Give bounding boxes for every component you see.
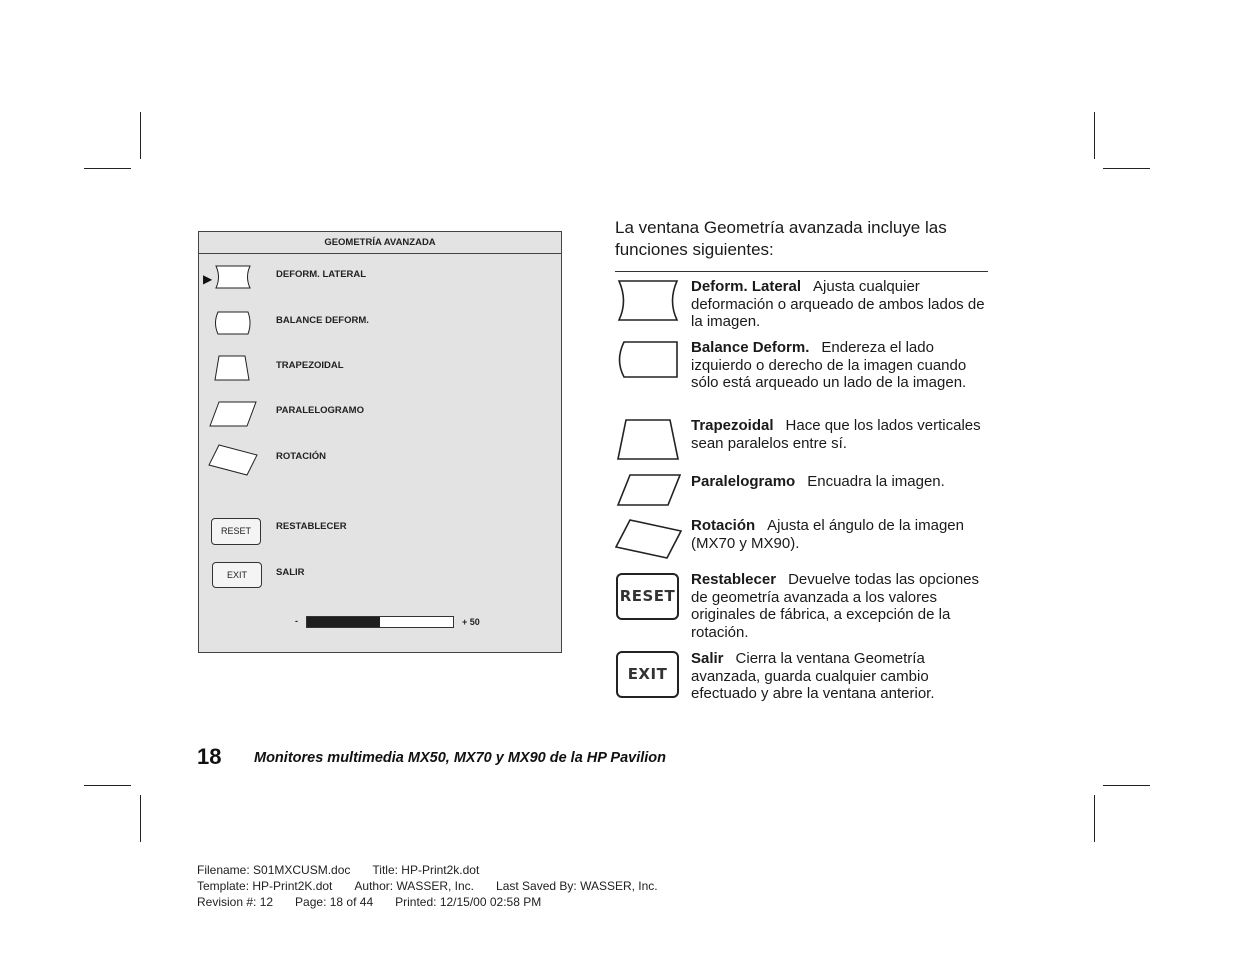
crop-mark: [140, 795, 141, 842]
trapezoid-icon[interactable]: [212, 354, 252, 382]
selection-pointer-icon: ▶: [203, 272, 213, 286]
function-description: [691, 278, 986, 331]
osd-item-label[interactable]: BALANCE DEFORM.: [276, 315, 369, 326]
function-description: [691, 473, 986, 491]
function-term: Paralelogramo: [691, 473, 796, 490]
running-title: Monitores multimedia MX50, MX70 y MX90 de la HP Pavilion: [254, 750, 667, 766]
footer-filename: Filename: S01MXCUSM.doc: [197, 863, 351, 877]
function-description: [691, 339, 986, 392]
osd-item-label[interactable]: ROTACIÓN: [276, 451, 326, 462]
osd-reset-label[interactable]: RESTABLECER: [276, 521, 347, 532]
osd-exit-label[interactable]: SALIR: [276, 567, 305, 578]
footer-template: Template: HP-Print2K.dot: [197, 879, 333, 893]
crop-mark: [1094, 795, 1095, 842]
rotation-icon: [614, 518, 684, 560]
footer-line: [197, 879, 680, 893]
osd-title: GEOMETRÍA AVANZADA: [199, 232, 561, 254]
osd-exit-button[interactable]: EXIT: [212, 562, 262, 588]
function-term: Balance Deform.: [691, 339, 810, 356]
osd-item-label[interactable]: PARALELOGRAMO: [276, 405, 364, 416]
footer-page: Page: 18 of 44: [295, 895, 374, 909]
footer-printed: Printed: 12/15/00 02:58 PM: [395, 895, 542, 909]
function-term: Restablecer: [691, 571, 777, 588]
function-description: [691, 417, 986, 452]
function-description: [691, 517, 986, 552]
function-text: Cierra la ventana Geometría avanzada, guarda cualquier cambio efectuado y abre la ventana anterior.: [691, 650, 935, 702]
function-description: [691, 650, 986, 703]
crop-mark: [84, 785, 131, 786]
slider-fill: [307, 617, 380, 627]
reset-button: RESET: [616, 573, 679, 620]
crop-mark: [140, 112, 141, 159]
function-text: Ajusta cualquier deformación o arqueado de ambos lados de la imagen.: [691, 278, 985, 330]
function-text: Devuelve todas las opciones de geometría avanzada a los valores originales de fábrica, a excepción de la rotación.: [691, 571, 980, 641]
slider-min-label: -: [295, 616, 298, 626]
slider-max-label: + 50: [462, 617, 480, 627]
page-number: 18: [197, 744, 222, 769]
pin-balance-icon[interactable]: [212, 310, 254, 336]
function-text: Encuadra la imagen.: [807, 473, 945, 490]
function-term: Rotación: [691, 517, 756, 534]
function-text: Ajusta el ángulo de la imagen (MX70 y MX90).: [691, 517, 964, 552]
function-term: Salir: [691, 650, 724, 667]
parallelogram-icon: [615, 473, 683, 507]
rotation-icon[interactable]: [207, 443, 259, 477]
section-rule: [615, 271, 988, 272]
crop-mark: [1103, 168, 1150, 169]
footer-revision: Revision #: 12: [197, 895, 274, 909]
parallelogram-icon[interactable]: [208, 400, 258, 428]
pincushion-icon[interactable]: [213, 264, 253, 290]
footer-line: [197, 895, 563, 909]
function-description: [691, 571, 986, 641]
osd-item-label[interactable]: TRAPEZOIDAL: [276, 360, 344, 371]
pincushion-icon: [615, 279, 681, 323]
footer-line: [197, 863, 501, 877]
osd-reset-button[interactable]: RESET: [211, 518, 261, 545]
intro-text: La ventana Geometría avanzada incluye las funciones siguientes:: [615, 218, 947, 259]
function-text: Hace que los lados verticales sean paralelos entre sí.: [691, 417, 981, 452]
osd-item-label[interactable]: DEFORM. LATERAL: [276, 269, 367, 280]
crop-mark: [1103, 785, 1150, 786]
footer-author: Author: WASSER, Inc.: [354, 879, 475, 893]
adjustment-slider[interactable]: [306, 616, 454, 628]
osd-window: [198, 231, 562, 653]
function-text: Endereza el lado izquierdo o derecho de la imagen cuando sólo está arqueado un lado de la imagen.: [691, 339, 967, 391]
footer-saved-by: Last Saved By: WASSER, Inc.: [496, 879, 658, 893]
footer-title: Title: HP-Print2k.dot: [372, 863, 480, 877]
pin-balance-icon: [615, 340, 681, 380]
function-term: Deform. Lateral: [691, 278, 802, 295]
trapezoid-icon: [615, 418, 681, 462]
crop-mark: [1094, 112, 1095, 159]
crop-mark: [84, 168, 131, 169]
exit-button: EXIT: [616, 651, 679, 698]
function-term: Trapezoidal: [691, 417, 774, 434]
